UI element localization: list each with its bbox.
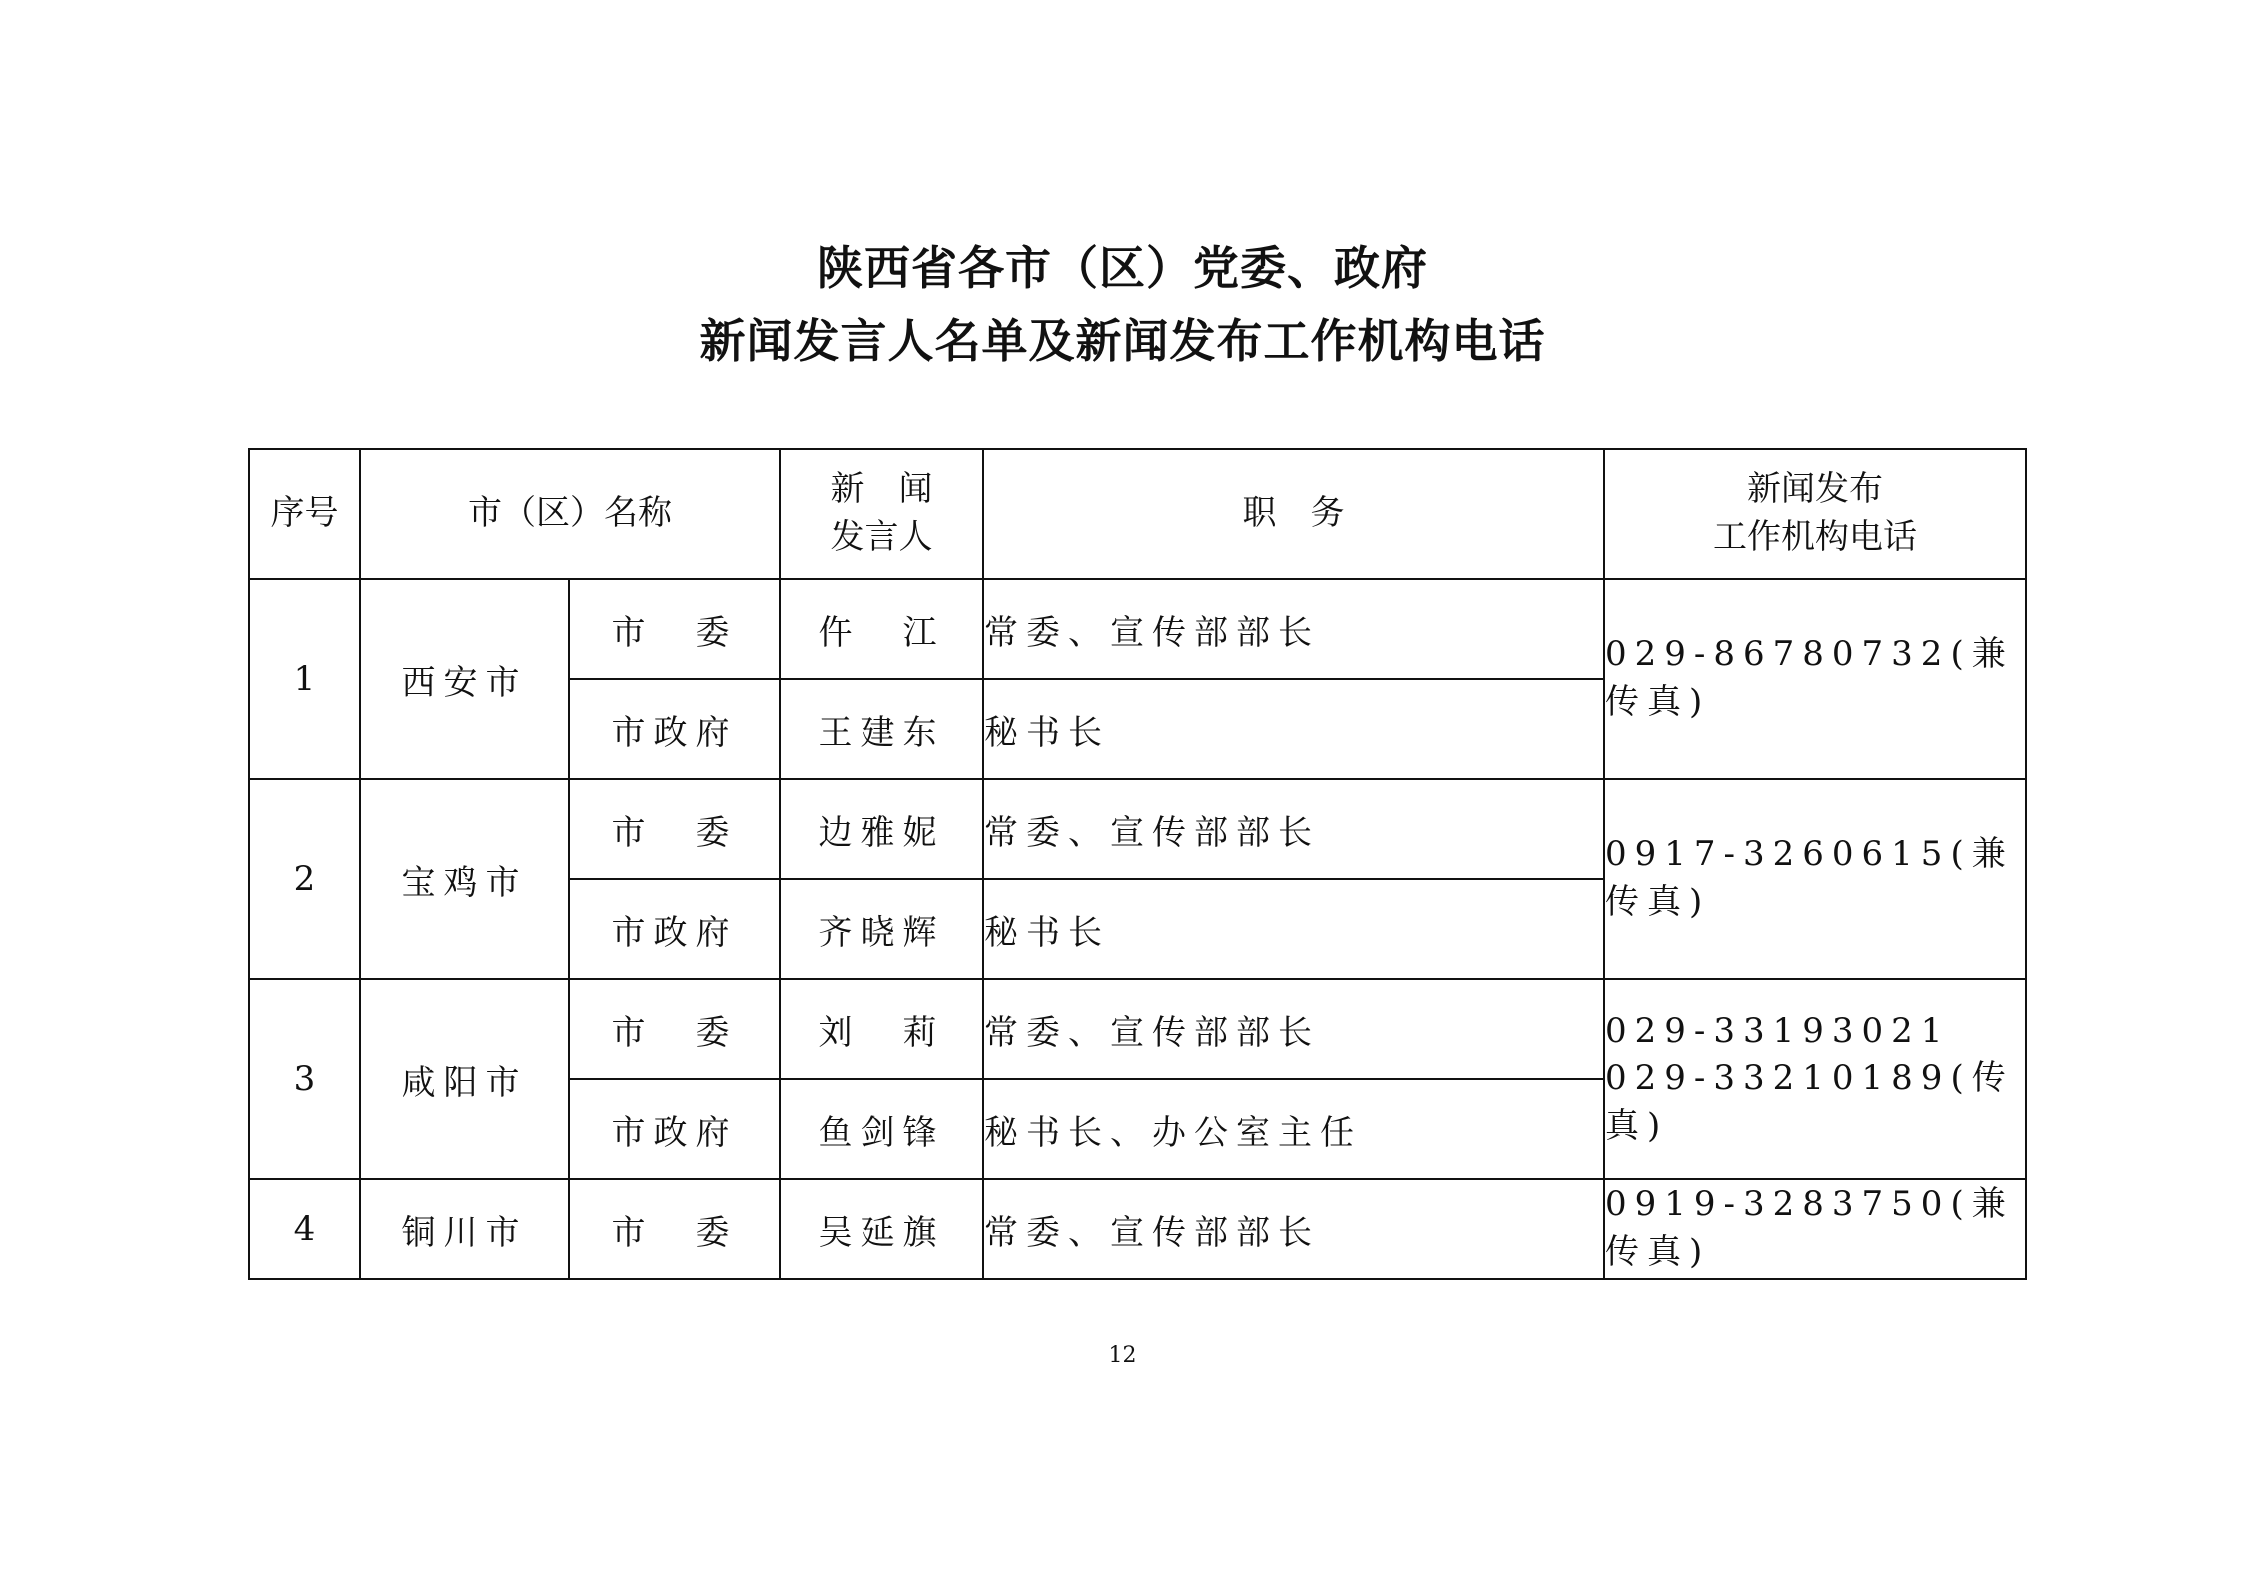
header-phone <box>1604 449 2026 579</box>
table-row <box>249 1179 2026 1279</box>
row-spokesperson: 仵 江 <box>780 579 983 679</box>
row-phone-line1: 0917-3260615(兼传真) <box>1605 834 2014 922</box>
row-spokesperson: 齐晓辉 <box>780 879 983 979</box>
row-index: 2 <box>249 779 360 979</box>
row-unit: 市 委 <box>569 1179 780 1279</box>
page-number: 12 <box>1108 1343 1137 1368</box>
row-position: 常委、宣传部部长 <box>983 979 1604 1079</box>
table-row <box>249 979 2026 1079</box>
header-region: 市（区）名称 <box>360 449 780 579</box>
row-spokesperson: 边雅妮 <box>780 779 983 879</box>
row-index: 3 <box>249 979 360 1179</box>
table-header-row <box>249 449 2026 579</box>
row-position: 秘书长 <box>983 679 1604 779</box>
row-position: 常委、宣传部部长 <box>983 1179 1604 1279</box>
row-phone: 0919-3283750(兼传真) <box>1604 1179 2026 1279</box>
table-row <box>249 579 2026 679</box>
row-spokesperson: 刘 莉 <box>780 979 983 1079</box>
row-unit: 市政府 <box>569 879 780 979</box>
row-spokesperson: 王建东 <box>780 679 983 779</box>
row-index: 4 <box>249 1179 360 1279</box>
row-phone-line2: 029-33210189(传真) <box>1605 1058 2014 1146</box>
row-unit: 市 委 <box>569 979 780 1079</box>
header-spokesperson-line2: 发言人 <box>830 517 933 557</box>
document-title-line2: 新闻发言人名单及新闻发布工作机构电话 <box>699 314 1546 368</box>
row-phone <box>1604 579 2026 779</box>
table-row <box>249 779 2026 879</box>
row-index: 1 <box>249 579 360 779</box>
row-unit: 市政府 <box>569 679 780 779</box>
row-spokesperson: 鱼剑锋 <box>780 1079 983 1179</box>
header-phone-line2: 工作机构电话 <box>1713 517 1917 557</box>
spokesperson-table <box>248 448 2027 1280</box>
row-position: 常委、宣传部部长 <box>983 779 1604 879</box>
header-phone-line1: 新闻发布 <box>1747 469 1883 510</box>
row-phone <box>1604 779 2026 979</box>
header-spokesperson-line1: 新 闻 <box>830 469 933 510</box>
header-spokesperson <box>780 449 983 579</box>
header-index: 序号 <box>249 449 360 579</box>
row-phone-line1: 029-86780732(兼传真) <box>1605 634 2014 722</box>
row-city: 宝鸡市 <box>360 779 569 979</box>
row-unit: 市政府 <box>569 1079 780 1179</box>
row-city: 铜川市 <box>360 1179 569 1279</box>
document-title-line1: 陕西省各市（区）党委、政府 <box>817 241 1428 295</box>
row-unit: 市 委 <box>569 579 780 679</box>
row-position: 秘书长、办公室主任 <box>983 1079 1604 1179</box>
row-city: 西安市 <box>360 579 569 779</box>
row-phone <box>1604 979 2026 1179</box>
header-position: 职 务 <box>983 449 1604 579</box>
row-position: 秘书长 <box>983 879 1604 979</box>
row-spokesperson: 吴延旗 <box>780 1179 983 1279</box>
row-position: 常委、宣传部部长 <box>983 579 1604 679</box>
row-city: 咸阳市 <box>360 979 569 1179</box>
row-phone-line1: 029-33193021 <box>1605 1010 1951 1051</box>
row-unit: 市 委 <box>569 779 780 879</box>
